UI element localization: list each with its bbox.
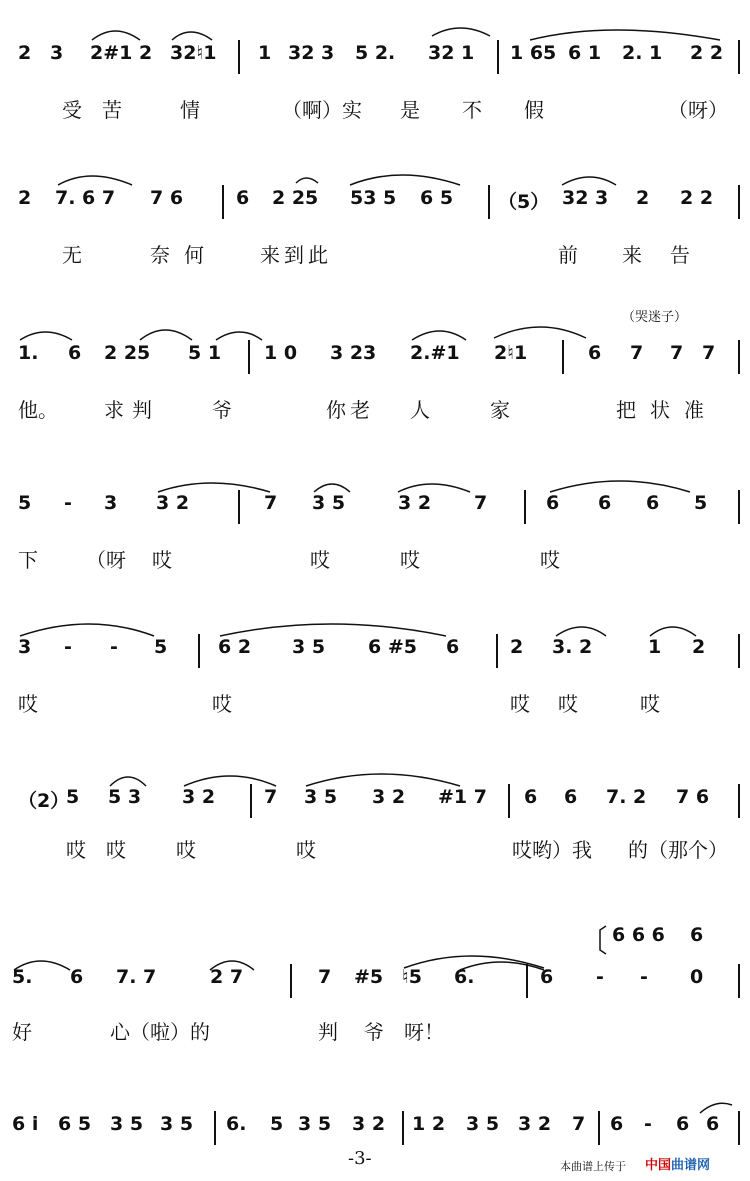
note: 7. 7 <box>116 966 157 988</box>
lyric: 情 <box>180 98 200 122</box>
bar-line <box>238 40 240 74</box>
note: 6 <box>68 342 82 364</box>
note: 1. <box>18 342 39 364</box>
note: 1 <box>648 636 662 658</box>
note: （2） <box>18 790 70 812</box>
note: 3 5 <box>312 492 346 514</box>
note: 0 <box>690 966 704 988</box>
lyric: 把状准 <box>616 398 718 422</box>
lyric: 哎 <box>310 548 330 572</box>
note: 6 <box>236 187 250 209</box>
note: - <box>596 966 604 988</box>
lyric: 好 <box>12 1020 32 1044</box>
lyric: 哎 <box>640 692 660 716</box>
note: 3 <box>50 42 64 64</box>
note: 6 5 <box>58 1113 92 1135</box>
lyric: 你老 <box>326 398 374 422</box>
note: ♮5 <box>402 966 423 988</box>
note: 3 2 <box>352 1113 386 1135</box>
note: 6 <box>546 492 560 514</box>
note: 32♮1 <box>170 42 217 64</box>
slur <box>0 616 750 640</box>
note: 3 5 <box>292 636 326 658</box>
note: 2 <box>692 636 706 658</box>
note: 3 2 <box>372 786 406 808</box>
note: 3 5 <box>298 1113 332 1135</box>
slur <box>0 169 750 189</box>
note: 3 2 <box>518 1113 552 1135</box>
lyric: 哎 <box>540 548 560 572</box>
note: 7 <box>670 342 684 364</box>
lyric: 爷 <box>364 1020 384 1044</box>
lyric: 哎哟）我 <box>512 838 592 862</box>
note: 32 3 <box>288 42 335 64</box>
note: 7 <box>264 492 278 514</box>
note: 6 #5 <box>368 636 417 658</box>
note: - <box>644 1113 652 1135</box>
note: 6 <box>564 786 578 808</box>
note: 6 <box>610 1113 624 1135</box>
note: 6 <box>598 492 612 514</box>
lyric: 奈何 <box>150 243 218 267</box>
site-logo <box>645 1154 710 1173</box>
note: 2 <box>510 636 524 658</box>
note: 5 <box>18 492 32 514</box>
lyric: 哎 <box>400 548 420 572</box>
note: 6 5 <box>420 187 454 209</box>
note: 2 25 <box>104 342 151 364</box>
note: #5 <box>354 966 384 988</box>
bar-line <box>248 340 250 374</box>
slur <box>0 24 750 44</box>
note: 2 2 <box>680 187 714 209</box>
note: 1 <box>258 42 272 64</box>
note: 3 2 <box>398 492 432 514</box>
note: 3 5 <box>304 786 338 808</box>
lyric: 假 <box>524 98 544 122</box>
note: 2. 1 <box>622 42 663 64</box>
note: 1 0 <box>264 342 298 364</box>
lyric: 来到此 <box>260 243 332 267</box>
note: 2#1 2 <box>90 42 153 64</box>
note: 2 25 <box>272 187 319 209</box>
bar-line <box>738 340 740 374</box>
note: 5 2. <box>355 42 396 64</box>
note: 6 <box>706 1113 720 1135</box>
slur <box>0 1097 750 1117</box>
note: 2 7 <box>210 966 244 988</box>
lyric: 求判 <box>104 398 160 422</box>
logo-red: 中国 <box>645 1158 672 1173</box>
note: 6. <box>454 966 475 988</box>
slur <box>0 766 750 790</box>
note: 6 <box>676 1113 690 1135</box>
note: 3 <box>104 492 118 514</box>
note: 7 6 <box>150 187 184 209</box>
lyric: 受苦 <box>62 98 142 122</box>
note: 6 <box>70 966 84 988</box>
note: 6 <box>588 342 602 364</box>
lyric: 来告 <box>622 243 718 267</box>
note: 2 2 <box>690 42 724 64</box>
note: 6 <box>446 636 460 658</box>
note: 5 <box>154 636 168 658</box>
note: 6. <box>226 1113 247 1135</box>
note: 7. 6 7 <box>55 187 116 209</box>
bar-line <box>738 185 740 219</box>
slur <box>0 320 750 344</box>
bar-line <box>488 185 490 219</box>
lyric: 他。 <box>18 398 58 422</box>
note: - <box>640 966 648 988</box>
lyric: 下 <box>18 548 38 572</box>
lyric: 哎哎 <box>510 692 606 716</box>
note: 7 <box>264 786 278 808</box>
lyric: 人 <box>410 398 430 422</box>
note: 6 1 <box>568 42 602 64</box>
bracket-note: 6 <box>690 924 704 946</box>
lyric: 哎 <box>212 692 232 716</box>
note: 6 i <box>12 1113 39 1135</box>
bracket-note: 6 6 6 <box>612 924 665 946</box>
lyric: 不 <box>462 98 482 122</box>
note: - <box>64 636 72 658</box>
bar-line <box>497 40 499 74</box>
note: 1 2 <box>412 1113 446 1135</box>
lyric: 的（那个） <box>628 838 728 862</box>
lyric: 哎 <box>296 838 316 862</box>
note: 3 <box>18 636 32 658</box>
note: 3 23 <box>330 342 377 364</box>
note: 2 <box>18 187 32 209</box>
logo-blue: 曲谱网 <box>671 1158 711 1173</box>
page-number: -3- <box>348 1148 372 1169</box>
note: 2 <box>18 42 32 64</box>
note: 6 <box>524 786 538 808</box>
note: 6 2 <box>218 636 252 658</box>
lyric: 判 <box>318 1020 338 1044</box>
note: 7 <box>572 1113 586 1135</box>
note: （5） <box>498 191 550 213</box>
lyric: （呀 <box>86 548 126 572</box>
lyric: 哎 <box>152 548 172 572</box>
note: 7. 2 <box>606 786 647 808</box>
note: 3 5 <box>110 1113 144 1135</box>
slur <box>0 920 750 980</box>
slur <box>0 474 750 498</box>
note: 7 <box>702 342 716 364</box>
lyric: 哎 <box>18 692 38 716</box>
bar-line <box>562 340 564 374</box>
lyric: 是 <box>400 98 420 122</box>
note: 53 5 <box>350 187 397 209</box>
note: 7 6 <box>676 786 710 808</box>
note: 2 <box>636 187 650 209</box>
lyric: 呀！ <box>404 1020 444 1044</box>
note: 3 2 <box>156 492 190 514</box>
note: 7 <box>474 492 488 514</box>
lyric: 哎哎 <box>66 838 146 862</box>
note: 3. 2 <box>552 636 593 658</box>
note: 5 3 <box>108 786 142 808</box>
note: 32 1 <box>428 42 475 64</box>
upload-note: 本曲谱上传于 <box>560 1160 626 1173</box>
lyric: 家 <box>490 398 510 422</box>
note: 6 <box>646 492 660 514</box>
note: 5 <box>694 492 708 514</box>
bar-line <box>738 40 740 74</box>
note: 6 <box>540 966 554 988</box>
note: - <box>110 636 118 658</box>
note: 7 <box>318 966 332 988</box>
note: - <box>64 492 72 514</box>
annotation-label: （哭迷子） <box>622 310 688 325</box>
lyric: 前 <box>558 243 578 267</box>
lyric: 心（啦）的 <box>110 1020 210 1044</box>
note: 3 2 <box>182 786 216 808</box>
lyric: 无 <box>62 243 82 267</box>
lyric: （啊）实 <box>282 98 362 122</box>
note: 2♮1 <box>494 342 528 364</box>
note: #1 7 <box>438 786 487 808</box>
lyric: （呀） <box>668 98 728 122</box>
note: 7 <box>630 342 644 364</box>
note: 5 <box>66 786 80 808</box>
note: 5 1 <box>188 342 222 364</box>
note: 3 5 <box>160 1113 194 1135</box>
lyric: 哎 <box>176 838 196 862</box>
lyric: 爷 <box>212 398 232 422</box>
note: 5. <box>12 966 33 988</box>
note: 5 <box>270 1113 284 1135</box>
note: 3 5 <box>466 1113 500 1135</box>
note: 2.#1 <box>410 342 460 364</box>
bar-line <box>222 185 224 219</box>
note: 32 3 <box>562 187 609 209</box>
note: 1 65 <box>510 42 557 64</box>
